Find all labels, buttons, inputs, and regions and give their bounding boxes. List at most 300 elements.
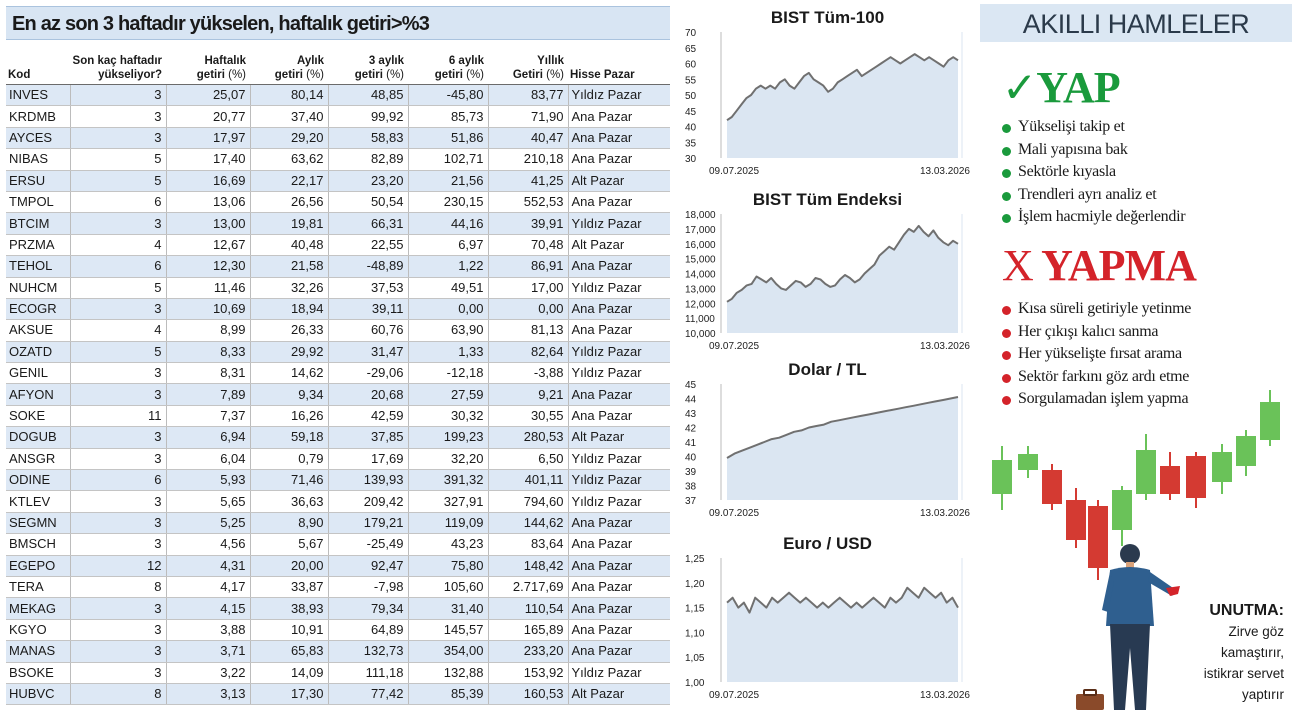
y-tick-label: 16,000 bbox=[685, 239, 716, 251]
cell-pazar: Yıldız Pazar bbox=[568, 213, 670, 234]
cell-haftalik: 8,33 bbox=[166, 341, 250, 362]
cell-haftalik: 4,31 bbox=[166, 555, 250, 576]
cell-yillik: 148,42 bbox=[488, 555, 568, 576]
cell-yillik: 160,53 bbox=[488, 683, 568, 704]
cell-haftalik: 13,00 bbox=[166, 213, 250, 234]
cell-3-aylik: -25,49 bbox=[328, 534, 408, 555]
cell-son-kac: 3 bbox=[70, 85, 166, 106]
table-row bbox=[6, 555, 670, 576]
table-row bbox=[6, 427, 670, 448]
cell-haftalik: 4,56 bbox=[166, 534, 250, 555]
x-tick-label: 13.03.2026 bbox=[919, 341, 970, 352]
cell-son-kac: 3 bbox=[70, 662, 166, 683]
list-item-text: Sorgulamadan işlem yapma bbox=[1018, 390, 1189, 407]
cell-son-kac: 5 bbox=[70, 170, 166, 191]
cell-6-aylik: 1,22 bbox=[408, 256, 488, 277]
cell-son-kac: 3 bbox=[70, 598, 166, 619]
cell-aylik: 32,26 bbox=[250, 277, 328, 298]
cell-haftalik: 17,97 bbox=[166, 127, 250, 148]
cell-yillik: 30,55 bbox=[488, 405, 568, 426]
list-item bbox=[1002, 184, 1185, 207]
cell-haftalik: 3,13 bbox=[166, 683, 250, 704]
cell-kod: NUHCM bbox=[6, 277, 70, 298]
cell-yillik: 0,00 bbox=[488, 298, 568, 319]
cell-son-kac: 3 bbox=[70, 127, 166, 148]
chart-plot bbox=[681, 554, 974, 704]
table-row bbox=[6, 619, 670, 640]
yap-title: YAP bbox=[1036, 63, 1120, 112]
candlestick bbox=[1112, 486, 1132, 546]
cell-aylik: 19,81 bbox=[250, 213, 328, 234]
table-row bbox=[6, 534, 670, 555]
cell-3-aylik: 22,55 bbox=[328, 234, 408, 255]
cell-son-kac: 3 bbox=[70, 213, 166, 234]
cell-haftalik: 17,40 bbox=[166, 149, 250, 170]
cell-yillik: 71,90 bbox=[488, 106, 568, 127]
cell-kod: BMSCH bbox=[6, 534, 70, 555]
cell-kod: TERA bbox=[6, 576, 70, 597]
cell-haftalik: 7,89 bbox=[166, 384, 250, 405]
yapma-heading bbox=[1002, 240, 1196, 291]
col-header-6-aylik: 6 aylık getiri (%) bbox=[408, 44, 488, 85]
table-title: En az son 3 haftadır yükselen, haftalık getiri>%3 bbox=[6, 6, 670, 40]
y-tick-label: 1,25 bbox=[685, 554, 705, 565]
y-tick-label: 1,10 bbox=[685, 628, 705, 640]
cell-kod: MEKAG bbox=[6, 598, 70, 619]
candlestick bbox=[1260, 390, 1280, 446]
cell-son-kac: 4 bbox=[70, 320, 166, 341]
cell-6-aylik: 199,23 bbox=[408, 427, 488, 448]
cell-3-aylik: 99,92 bbox=[328, 106, 408, 127]
cell-aylik: 80,14 bbox=[250, 85, 328, 106]
cell-aylik: 17,30 bbox=[250, 683, 328, 704]
y-tick-label: 13,000 bbox=[685, 284, 716, 296]
check-icon: ✓ bbox=[1002, 63, 1037, 112]
candlestick bbox=[1160, 452, 1180, 500]
cell-kod: SEGMN bbox=[6, 512, 70, 533]
cell-3-aylik: -29,06 bbox=[328, 363, 408, 384]
cell-3-aylik: 66,31 bbox=[328, 213, 408, 234]
cell-haftalik: 3,88 bbox=[166, 619, 250, 640]
col-header-son-kac: Son kaç haftadır yükseliyor? bbox=[70, 44, 166, 85]
cell-aylik: 63,62 bbox=[250, 149, 328, 170]
cell-aylik: 26,33 bbox=[250, 320, 328, 341]
cell-haftalik: 5,65 bbox=[166, 491, 250, 512]
cell-aylik: 14,09 bbox=[250, 662, 328, 683]
cell-pazar: Ana Pazar bbox=[568, 576, 670, 597]
series-area bbox=[727, 397, 958, 500]
cell-3-aylik: 42,59 bbox=[328, 405, 408, 426]
cell-kod: TEHOL bbox=[6, 256, 70, 277]
candlestick bbox=[992, 446, 1012, 510]
cell-yillik: 144,62 bbox=[488, 512, 568, 533]
cell-yillik: 165,89 bbox=[488, 619, 568, 640]
cell-aylik: 16,26 bbox=[250, 405, 328, 426]
cell-3-aylik: 82,89 bbox=[328, 149, 408, 170]
x-tick-label: 13.03.2026 bbox=[919, 690, 970, 701]
x-tick-label: 09.07.2025 bbox=[709, 508, 760, 519]
col-header-yillik: Yıllık Getiri (%) bbox=[488, 44, 568, 85]
cell-yillik: 83,64 bbox=[488, 534, 568, 555]
y-tick-label: 1,20 bbox=[685, 578, 705, 590]
cell-yillik: 2.717,69 bbox=[488, 576, 568, 597]
table-header-row bbox=[6, 44, 670, 85]
cell-6-aylik: 32,20 bbox=[408, 448, 488, 469]
unutma-title: UNUTMA: bbox=[1209, 602, 1284, 619]
cell-son-kac: 6 bbox=[70, 191, 166, 212]
cell-haftalik: 4,17 bbox=[166, 576, 250, 597]
cell-kod: OZATD bbox=[6, 341, 70, 362]
cell-kod: GENIL bbox=[6, 363, 70, 384]
y-tick-label: 37 bbox=[685, 496, 697, 507]
cell-3-aylik: 37,53 bbox=[328, 277, 408, 298]
cell-aylik: 38,93 bbox=[250, 598, 328, 619]
cell-kod: AYCES bbox=[6, 127, 70, 148]
y-tick-label: 55 bbox=[685, 75, 697, 87]
cell-3-aylik: 64,89 bbox=[328, 619, 408, 640]
list-item-text: Mali yapısına bak bbox=[1018, 140, 1128, 158]
cell-yillik: 401,11 bbox=[488, 470, 568, 491]
cell-pazar: Ana Pazar bbox=[568, 619, 670, 640]
cell-pazar: Ana Pazar bbox=[568, 598, 670, 619]
cell-pazar: Yıldız Pazar bbox=[568, 341, 670, 362]
cell-pazar: Yıldız Pazar bbox=[568, 448, 670, 469]
cell-6-aylik: -12,18 bbox=[408, 363, 488, 384]
x-tick-label: 09.07.2025 bbox=[709, 690, 760, 701]
y-tick-label: 65 bbox=[685, 43, 697, 55]
col-header-kod: Kod bbox=[6, 44, 70, 85]
list-item-text: Sektörle kıyasla bbox=[1018, 163, 1116, 180]
cell-aylik: 26,56 bbox=[250, 191, 328, 212]
cell-aylik: 29,20 bbox=[250, 127, 328, 148]
cell-3-aylik: 50,54 bbox=[328, 191, 408, 212]
x-tick-label: 13.03.2026 bbox=[919, 508, 970, 519]
table-row bbox=[6, 470, 670, 491]
bullet-icon bbox=[1002, 169, 1011, 178]
table-body bbox=[6, 85, 670, 705]
cell-yillik: 40,47 bbox=[488, 127, 568, 148]
table-row bbox=[6, 256, 670, 277]
cell-6-aylik: 105,60 bbox=[408, 576, 488, 597]
panel-title: AKILLI HAMLELER bbox=[980, 4, 1292, 42]
y-tick-label: 41 bbox=[685, 438, 697, 449]
cell-3-aylik: 179,21 bbox=[328, 512, 408, 533]
list-item bbox=[1002, 139, 1185, 162]
cell-pazar: Yıldız Pazar bbox=[568, 662, 670, 683]
cell-6-aylik: 119,09 bbox=[408, 512, 488, 533]
y-tick-label: 1,15 bbox=[685, 603, 705, 615]
bullet-icon bbox=[1002, 306, 1011, 315]
cell-son-kac: 3 bbox=[70, 363, 166, 384]
chart-title: BIST Tüm Endeksi bbox=[752, 190, 903, 209]
cell-haftalik: 5,93 bbox=[166, 470, 250, 491]
unutma-line: yaptırır bbox=[1241, 687, 1284, 702]
list-item-text: Trendleri ayrı analiz et bbox=[1018, 185, 1157, 203]
chart-plot bbox=[681, 210, 974, 355]
list-item bbox=[1002, 116, 1185, 139]
cell-3-aylik: 209,42 bbox=[328, 491, 408, 512]
cell-aylik: 40,48 bbox=[250, 234, 328, 255]
cell-son-kac: 5 bbox=[70, 341, 166, 362]
cell-haftalik: 6,04 bbox=[166, 448, 250, 469]
cell-pazar: Ana Pazar bbox=[568, 106, 670, 127]
cell-aylik: 8,90 bbox=[250, 512, 328, 533]
cell-pazar: Ana Pazar bbox=[568, 384, 670, 405]
cell-haftalik: 3,22 bbox=[166, 662, 250, 683]
cell-6-aylik: 0,00 bbox=[408, 298, 488, 319]
table-row bbox=[6, 277, 670, 298]
cell-kod: INVES bbox=[6, 85, 70, 106]
cell-3-aylik: 23,20 bbox=[328, 170, 408, 191]
cell-kod: KGYO bbox=[6, 619, 70, 640]
table-row bbox=[6, 106, 670, 127]
cell-3-aylik: 48,85 bbox=[328, 85, 408, 106]
cell-3-aylik: 37,85 bbox=[328, 427, 408, 448]
cell-son-kac: 3 bbox=[70, 534, 166, 555]
cell-yillik: -3,88 bbox=[488, 363, 568, 384]
cell-aylik: 5,67 bbox=[250, 534, 328, 555]
cell-6-aylik: 1,33 bbox=[408, 341, 488, 362]
cell-pazar: Ana Pazar bbox=[568, 149, 670, 170]
table-row bbox=[6, 683, 670, 704]
table-row bbox=[6, 213, 670, 234]
table-row bbox=[6, 149, 670, 170]
cell-kod: DOGUB bbox=[6, 427, 70, 448]
bullet-icon bbox=[1002, 192, 1011, 201]
table-row bbox=[6, 384, 670, 405]
cell-3-aylik: 92,47 bbox=[328, 555, 408, 576]
chart-title: BIST Tüm-100 bbox=[770, 8, 885, 27]
unutma-line: istikrar servet bbox=[1203, 666, 1284, 681]
stock-table bbox=[6, 44, 670, 705]
x-tick-label: 13.03.2026 bbox=[919, 166, 970, 177]
list-item bbox=[1002, 298, 1191, 321]
bullet-icon bbox=[1002, 214, 1011, 223]
cell-pazar: Ana Pazar bbox=[568, 320, 670, 341]
chart-euro-usd bbox=[681, 534, 974, 704]
cell-haftalik: 7,37 bbox=[166, 405, 250, 426]
cell-kod: ANSGR bbox=[6, 448, 70, 469]
table-row bbox=[6, 576, 670, 597]
cell-aylik: 21,58 bbox=[250, 256, 328, 277]
cell-haftalik: 4,15 bbox=[166, 598, 250, 619]
y-tick-label: 18,000 bbox=[685, 210, 716, 221]
list-item-text: Sektör farkını göz ardı etme bbox=[1018, 367, 1190, 385]
cell-aylik: 33,87 bbox=[250, 576, 328, 597]
cell-aylik: 0,79 bbox=[250, 448, 328, 469]
cell-yillik: 153,92 bbox=[488, 662, 568, 683]
cell-6-aylik: 43,23 bbox=[408, 534, 488, 555]
y-tick-label: 40 bbox=[685, 122, 697, 134]
cell-kod: TMPOL bbox=[6, 191, 70, 212]
cell-son-kac: 4 bbox=[70, 234, 166, 255]
table-row bbox=[6, 191, 670, 212]
y-tick-label: 44 bbox=[685, 394, 697, 406]
cell-6-aylik: 327,91 bbox=[408, 491, 488, 512]
cell-pazar: Ana Pazar bbox=[568, 127, 670, 148]
chart-dolar-tl bbox=[681, 360, 974, 522]
cell-3-aylik: 31,47 bbox=[328, 341, 408, 362]
cell-yillik: 233,20 bbox=[488, 641, 568, 662]
cell-pazar: Ana Pazar bbox=[568, 191, 670, 212]
table-row bbox=[6, 598, 670, 619]
cell-haftalik: 5,25 bbox=[166, 512, 250, 533]
y-tick-label: 60 bbox=[685, 59, 697, 71]
cell-yillik: 6,50 bbox=[488, 448, 568, 469]
cell-3-aylik: 111,18 bbox=[328, 662, 408, 683]
cell-aylik: 9,34 bbox=[250, 384, 328, 405]
bullet-icon bbox=[1002, 329, 1011, 338]
candlestick bbox=[1236, 430, 1256, 476]
cell-6-aylik: 49,51 bbox=[408, 277, 488, 298]
cell-haftalik: 3,71 bbox=[166, 641, 250, 662]
cell-pazar: Alt Pazar bbox=[568, 683, 670, 704]
cell-son-kac: 3 bbox=[70, 427, 166, 448]
cell-yillik: 9,21 bbox=[488, 384, 568, 405]
panel-body bbox=[980, 44, 1292, 712]
cell-son-kac: 12 bbox=[70, 555, 166, 576]
cell-kod: BSOKE bbox=[6, 662, 70, 683]
list-item-text: Kısa süreli getiriyle yetinme bbox=[1018, 300, 1192, 317]
cell-yillik: 552,53 bbox=[488, 191, 568, 212]
unutma-line: kamaştırır, bbox=[1220, 645, 1284, 660]
y-tick-label: 45 bbox=[685, 106, 697, 118]
bullet-icon bbox=[1002, 351, 1011, 360]
cell-6-aylik: 44,16 bbox=[408, 213, 488, 234]
cell-son-kac: 3 bbox=[70, 106, 166, 127]
cell-son-kac: 8 bbox=[70, 683, 166, 704]
cell-yillik: 210,18 bbox=[488, 149, 568, 170]
cell-pazar: Ana Pazar bbox=[568, 405, 670, 426]
cell-6-aylik: 391,32 bbox=[408, 470, 488, 491]
cell-haftalik: 8,31 bbox=[166, 363, 250, 384]
y-tick-label: 42 bbox=[685, 423, 697, 435]
unutma-note bbox=[1154, 600, 1284, 705]
cell-son-kac: 11 bbox=[70, 405, 166, 426]
cell-son-kac: 3 bbox=[70, 491, 166, 512]
cell-3-aylik: 77,42 bbox=[328, 683, 408, 704]
chart-bist-tum-100 bbox=[681, 8, 974, 180]
cell-6-aylik: 31,40 bbox=[408, 598, 488, 619]
cell-pazar: Ana Pazar bbox=[568, 298, 670, 319]
cell-aylik: 14,62 bbox=[250, 363, 328, 384]
cell-pazar: Yıldız Pazar bbox=[568, 85, 670, 106]
akilli-hamleler-panel bbox=[980, 0, 1297, 712]
cell-haftalik: 25,07 bbox=[166, 85, 250, 106]
cell-son-kac: 3 bbox=[70, 448, 166, 469]
cell-pazar: Ana Pazar bbox=[568, 641, 670, 662]
y-tick-label: 45 bbox=[685, 380, 697, 391]
cell-kod: KRDMB bbox=[6, 106, 70, 127]
table-row bbox=[6, 341, 670, 362]
table-row bbox=[6, 170, 670, 191]
col-header-aylik: Aylık getiri (%) bbox=[250, 44, 328, 85]
candlestick bbox=[1212, 444, 1232, 494]
cell-son-kac: 5 bbox=[70, 277, 166, 298]
cell-aylik: 10,91 bbox=[250, 619, 328, 640]
col-header-pazar: Hisse Pazar bbox=[568, 44, 670, 85]
bullet-icon bbox=[1002, 374, 1011, 383]
cell-kod: AKSUE bbox=[6, 320, 70, 341]
x-icon: X bbox=[1002, 241, 1033, 290]
cell-haftalik: 13,06 bbox=[166, 191, 250, 212]
cell-pazar: Ana Pazar bbox=[568, 256, 670, 277]
cell-kod: ECOGR bbox=[6, 298, 70, 319]
cell-haftalik: 8,99 bbox=[166, 320, 250, 341]
col-header-haftalik: Haftalık getiri (%) bbox=[166, 44, 250, 85]
series-area bbox=[727, 588, 958, 682]
cell-aylik: 71,46 bbox=[250, 470, 328, 491]
table-row bbox=[6, 127, 670, 148]
unutma-line: Zirve göz bbox=[1228, 624, 1284, 639]
cell-3-aylik: 132,73 bbox=[328, 641, 408, 662]
cell-son-kac: 8 bbox=[70, 576, 166, 597]
cell-6-aylik: 51,86 bbox=[408, 127, 488, 148]
cell-aylik: 20,00 bbox=[250, 555, 328, 576]
cell-3-aylik: -48,89 bbox=[328, 256, 408, 277]
cell-6-aylik: 27,59 bbox=[408, 384, 488, 405]
cell-pazar: Yıldız Pazar bbox=[568, 470, 670, 491]
cell-3-aylik: 39,11 bbox=[328, 298, 408, 319]
list-item-text: İşlem hacmiyle değerlendir bbox=[1018, 208, 1186, 225]
y-tick-label: 11,000 bbox=[685, 314, 715, 326]
chart-bist-tum-endeksi bbox=[681, 190, 974, 355]
list-item bbox=[1002, 206, 1185, 229]
cell-pazar: Alt Pazar bbox=[568, 170, 670, 191]
cell-aylik: 59,18 bbox=[250, 427, 328, 448]
cell-6-aylik: 85,39 bbox=[408, 683, 488, 704]
cell-haftalik: 20,77 bbox=[166, 106, 250, 127]
y-tick-label: 17,000 bbox=[685, 224, 716, 236]
cell-kod: NIBAS bbox=[6, 149, 70, 170]
list-item bbox=[1002, 343, 1191, 366]
cell-3-aylik: 139,93 bbox=[328, 470, 408, 491]
cell-yillik: 41,25 bbox=[488, 170, 568, 191]
cell-6-aylik: -45,80 bbox=[408, 85, 488, 106]
bullet-icon bbox=[1002, 124, 1011, 133]
cell-3-aylik: -7,98 bbox=[328, 576, 408, 597]
cell-yillik: 83,77 bbox=[488, 85, 568, 106]
cell-son-kac: 5 bbox=[70, 149, 166, 170]
cell-son-kac: 3 bbox=[70, 619, 166, 640]
list-item bbox=[1002, 366, 1191, 389]
cell-pazar: Yıldız Pazar bbox=[568, 491, 670, 512]
table-row bbox=[6, 512, 670, 533]
cell-pazar: Ana Pazar bbox=[568, 534, 670, 555]
list-item-text: Yükselişi takip et bbox=[1018, 118, 1125, 135]
cell-kod: KTLEV bbox=[6, 491, 70, 512]
cell-kod: ODINE bbox=[6, 470, 70, 491]
table-row bbox=[6, 363, 670, 384]
bullet-icon bbox=[1002, 147, 1011, 156]
cell-yillik: 794,60 bbox=[488, 491, 568, 512]
cell-son-kac: 3 bbox=[70, 298, 166, 319]
y-tick-label: 10,000 bbox=[685, 329, 716, 340]
cell-aylik: 65,83 bbox=[250, 641, 328, 662]
cell-kod: EGEPO bbox=[6, 555, 70, 576]
cell-kod: ERSU bbox=[6, 170, 70, 191]
list-item bbox=[1002, 321, 1191, 344]
y-tick-label: 1,00 bbox=[685, 678, 705, 689]
y-tick-label: 50 bbox=[685, 91, 697, 102]
cell-aylik: 36,63 bbox=[250, 491, 328, 512]
cell-6-aylik: 102,71 bbox=[408, 149, 488, 170]
col-header-3-aylik: 3 aylık getiri (%) bbox=[328, 44, 408, 85]
cell-6-aylik: 85,73 bbox=[408, 106, 488, 127]
cell-6-aylik: 132,88 bbox=[408, 662, 488, 683]
table-row bbox=[6, 448, 670, 469]
y-tick-label: 15,000 bbox=[685, 254, 716, 266]
